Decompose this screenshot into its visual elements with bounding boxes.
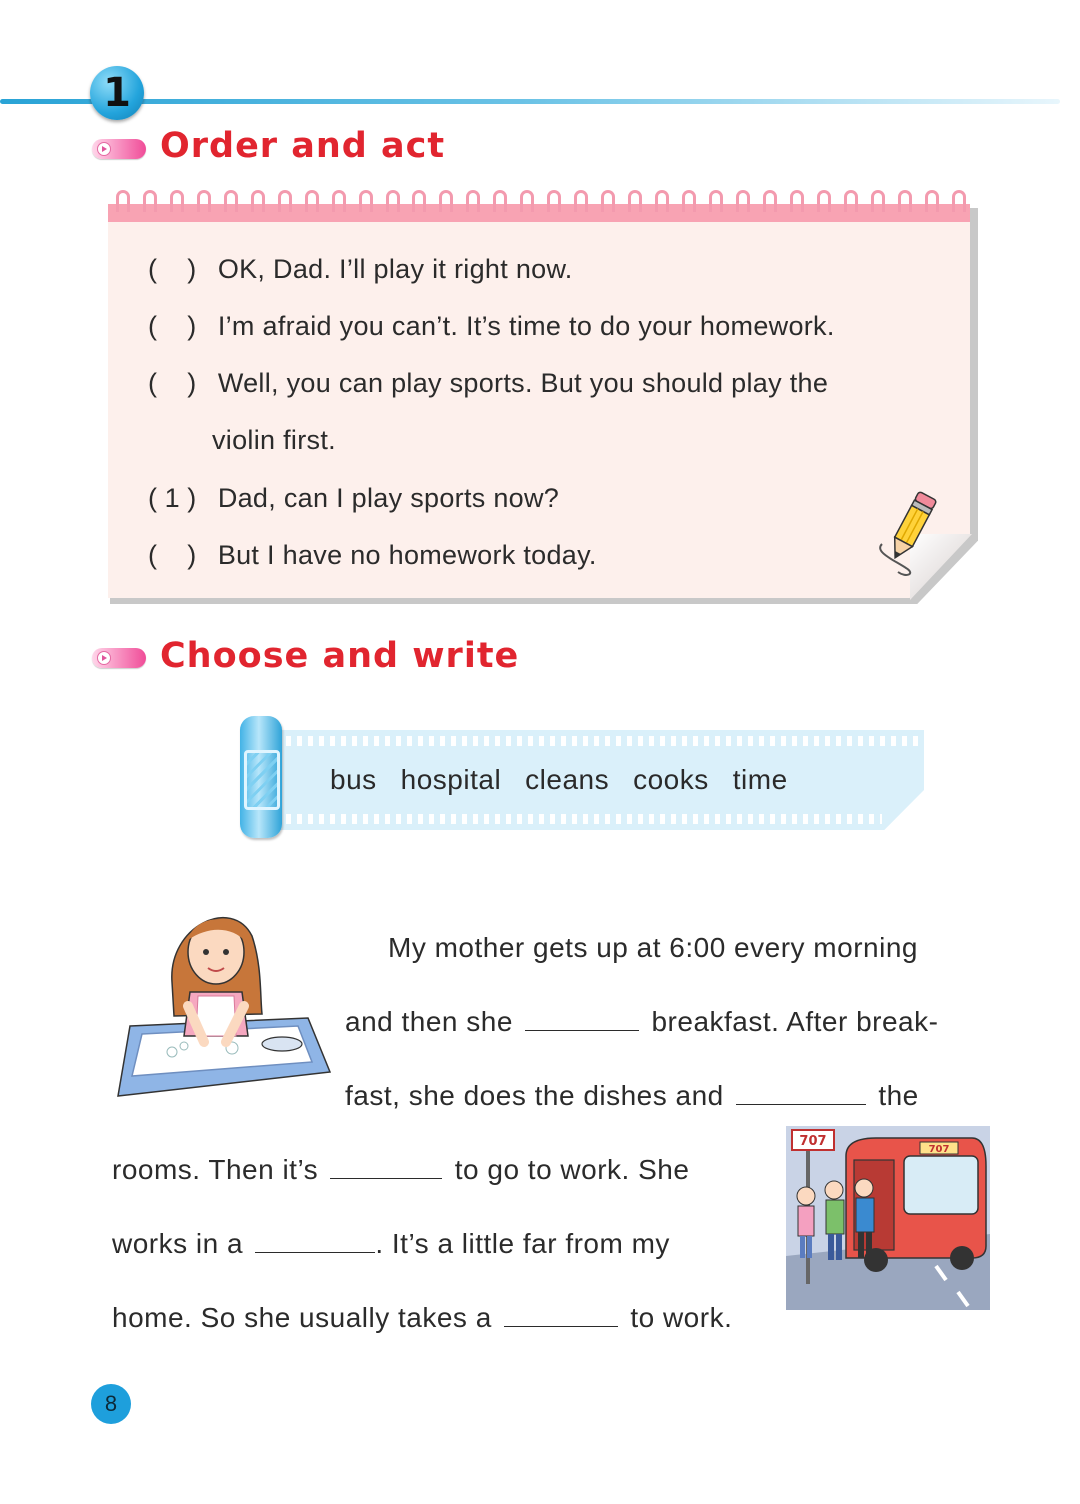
word-bank-item: time: [732, 764, 788, 795]
spiral-ring-icon: [709, 190, 723, 212]
passage-line-1: My mother gets up at 6:00 every morning: [388, 932, 918, 963]
order-item-3-continuation: violin first.: [212, 425, 336, 455]
order-item-text: OK, Dad. I’ll play it right now.: [217, 254, 573, 284]
bus-stop-sign-number: 707: [799, 1134, 827, 1149]
bus-route-number: 707: [928, 1144, 950, 1155]
passage-line-6: home. So she usually takes a to work.: [112, 1302, 733, 1333]
spiral-ring-icon: [844, 190, 858, 212]
spiral-ring-icon: [116, 190, 130, 212]
answer-blank[interactable]: [255, 1251, 375, 1253]
word-bank-item: cleans: [525, 764, 610, 795]
spiral-ring-icon: [682, 190, 696, 212]
order-item-5: ( ) But I have no homework today.: [148, 540, 597, 570]
answer-blank[interactable]: [525, 1029, 639, 1031]
page-number: 8: [91, 1384, 131, 1424]
spiral-ring-icon: [493, 190, 507, 212]
spiral-ring-icon: [574, 190, 588, 212]
order-item-1: ( ) OK, Dad. I’ll play it right now.: [148, 254, 573, 284]
word-bank: [330, 764, 812, 796]
answer-blank[interactable]: [330, 1177, 442, 1179]
section-title-order-and-act: Order and act: [160, 126, 446, 166]
spiral-ring-icon: [439, 190, 453, 212]
spiral-ring-icon: [763, 190, 777, 212]
spiral-ring-icon: [332, 190, 346, 212]
passage-line-3: fast, she does the dishes and the: [345, 1080, 919, 1111]
mother-washing-dishes-illustration: [112, 896, 334, 1106]
spiral-ring-icon: [817, 190, 831, 212]
spiral-ring-icon: [655, 190, 669, 212]
header-rule: [0, 99, 1060, 104]
scroll-perforation-top: [286, 736, 920, 746]
order-item-text: I’m afraid you can’t. It’s time to do your homework.: [217, 311, 835, 341]
bus-stop-illustration: [786, 1126, 990, 1310]
word-bank-item: hospital: [400, 764, 502, 795]
spiral-ring-icon: [359, 190, 373, 212]
passage-line-2: and then she breakfast. After break-: [345, 1006, 939, 1037]
spiral-binding: [116, 190, 966, 222]
passage-line-5: works in a . It’s a little far from my: [112, 1228, 670, 1259]
spiral-ring-icon: [224, 190, 238, 212]
spiral-ring-icon: [278, 190, 292, 212]
spiral-ring-icon: [412, 190, 426, 212]
order-item-text: Dad, can I play sports now?: [217, 483, 560, 513]
scroll-roll-icon: [240, 716, 282, 838]
spiral-ring-icon: [736, 190, 750, 212]
order-item-text: Well, you can play sports. But you should play the: [217, 368, 829, 398]
order-item-text: But I have no homework today.: [217, 540, 597, 570]
order-item-2: ( ) I’m afraid you can’t. It’s time to do your homework.: [148, 311, 835, 341]
pencil-icon: [872, 486, 952, 578]
spiral-ring-icon: [197, 190, 211, 212]
spiral-ring-icon: [628, 190, 642, 212]
spiral-ring-icon: [466, 190, 480, 212]
spiral-ring-icon: [952, 190, 966, 212]
spiral-ring-icon: [520, 190, 534, 212]
order-item-3: ( ) Well, you can play sports. But you should play the: [148, 368, 829, 398]
spiral-ring-icon: [898, 190, 912, 212]
spiral-ring-icon: [925, 190, 939, 212]
spiral-ring-icon: [251, 190, 265, 212]
spiral-ring-icon: [601, 190, 615, 212]
unit-number-badge: 1: [90, 66, 144, 120]
spiral-ring-icon: [790, 190, 804, 212]
word-bank-item: cooks: [633, 764, 709, 795]
spiral-ring-icon: [305, 190, 319, 212]
arrow-pill-icon: [92, 139, 146, 159]
passage-line-4: rooms. Then it’s to go to work. She: [112, 1154, 690, 1185]
answer-blank[interactable]: [504, 1325, 618, 1327]
section-title-choose-and-write: Choose and write: [160, 636, 520, 676]
spiral-ring-icon: [547, 190, 561, 212]
spiral-ring-icon: [170, 190, 184, 212]
scroll-perforation-bottom: [286, 814, 882, 824]
order-item-4: ( 1 ) Dad, can I play sports now?: [148, 483, 560, 513]
spiral-ring-icon: [143, 190, 157, 212]
arrow-pill-icon: [92, 648, 146, 668]
spiral-ring-icon: [871, 190, 885, 212]
spiral-ring-icon: [386, 190, 400, 212]
word-bank-item: bus: [330, 764, 377, 795]
answer-blank[interactable]: [736, 1103, 866, 1105]
